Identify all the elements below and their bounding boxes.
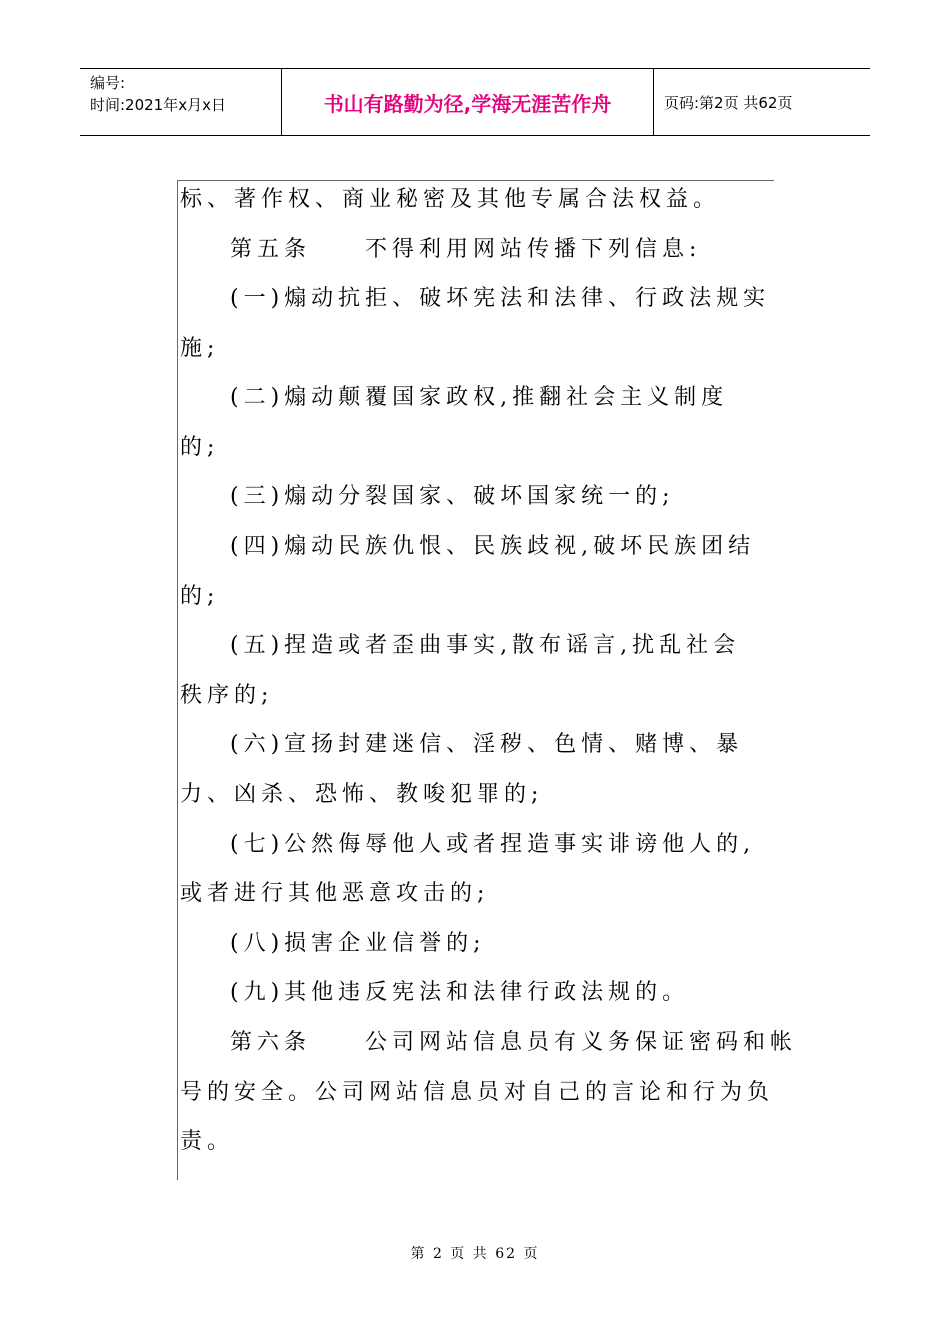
list-item-continuation: 的; bbox=[180, 435, 220, 460]
list-item: (一)煽动抗拒、破坏宪法和法律、行政法规实 bbox=[230, 286, 771, 311]
body-line: 责。 bbox=[180, 1129, 235, 1154]
page-footer: 第 2 页 共 62 页 bbox=[410, 1246, 540, 1262]
list-item: (六)宣扬封建迷信、淫秽、色情、赌博、暴 bbox=[230, 732, 744, 757]
list-item: (三)煽动分裂国家、破坏国家统一的; bbox=[230, 484, 675, 509]
document-number-label: 编号: bbox=[90, 74, 126, 92]
list-item-continuation: 或者进行其他恶意攻击的; bbox=[180, 881, 490, 906]
list-item: (二)煽动颠覆国家政权,推翻社会主义制度 bbox=[230, 385, 729, 410]
list-item-continuation: 施; bbox=[180, 336, 220, 361]
list-item-continuation: 力、凶杀、恐怖、教唆犯罪的; bbox=[180, 782, 544, 807]
article-heading: 第六条 公司网站信息员有义务保证密码和帐 bbox=[230, 1030, 798, 1055]
header-motto: 书山有路勤为径,学海无涯苦作舟 bbox=[282, 69, 654, 135]
list-item: (五)捏造或者歪曲事实,散布谣言,扰乱社会 bbox=[230, 633, 741, 658]
document-time-label: 时间:2021年x月x日 bbox=[90, 96, 226, 114]
list-item: (七)公然侮辱他人或者捏造事实诽谤他人的, bbox=[230, 832, 756, 857]
list-item: (八)损害企业信誉的; bbox=[230, 931, 486, 956]
list-item-continuation: 秩序的; bbox=[180, 683, 274, 708]
body-line: 号的安全。公司网站信息员对自己的言论和行为负 bbox=[180, 1080, 775, 1105]
content-frame-left-rule bbox=[177, 180, 178, 1180]
list-item: (四)煽动民族仇恨、民族歧视,破坏民族团结 bbox=[230, 534, 756, 559]
header-meta bbox=[80, 69, 282, 135]
article-heading: 第五条 不得利用网站传播下列信息: bbox=[230, 237, 702, 262]
body-line: 标、著作权、商业秘密及其他专属合法权益。 bbox=[180, 187, 721, 212]
header-page-info: 页码:第2页 共62页 bbox=[664, 93, 793, 112]
content-frame-top-rule bbox=[178, 180, 774, 181]
list-item-continuation: 的; bbox=[180, 584, 220, 609]
page-header bbox=[80, 68, 870, 136]
list-item: (九)其他违反宪法和法律行政法规的。 bbox=[230, 980, 690, 1005]
